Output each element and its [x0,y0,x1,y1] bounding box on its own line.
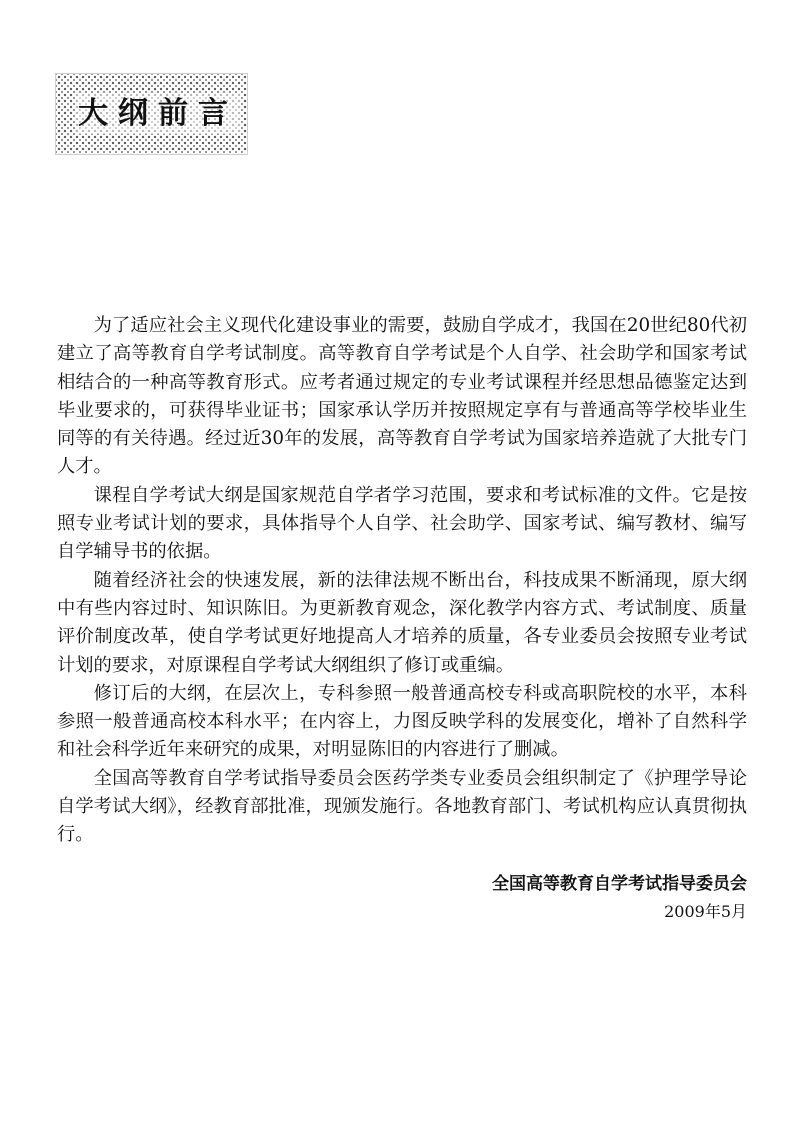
signature-organization: 全国高等教育自学考试指导委员会 [492,874,747,894]
page-title: 大纲前言 [76,94,240,134]
title-banner [55,73,248,155]
signature-block [492,871,747,925]
signature-date: 2009年5月 [664,902,747,921]
paragraph-2: 课程自学考试大纲是国家规范自学者学习范围，要求和考试标准的文件。它是按照专业考试计划的要求，具体指导个人自学、社会助学、国家考试、编写教材、编写自学辅导书的依据。 [57,484,747,563]
paragraph-1: 为了适应社会主义现代化建设事业的需要，鼓励自学成才，我国在20世纪80代初建立了高等教育自学考试制度。高等教育自学考试是个人自学、社会助学和国家考试相结合的一种高等教育形式。应考者通过规定的专业考试课程并经思想品德鉴定达到毕业要求的，可获得毕业证书；国家承认学历并按照规定享有与普通高等学校毕业生同等的有关待遇。经过近30年的发展，高等教育自学考试为国家培养造就了大批专门人才。 [57,315,747,478]
paragraph-5: 全国高等教育自学考试指导委员会医药学类专业委员会组织制定了《护理学导论自学考试大纲》，经教育部批准，现颁发施行。各地教育部门、考试机构应认真贯彻执行。 [57,767,747,846]
paragraph-4: 修订后的大纲，在层次上，专科参照一般普通高校专科或高职院校的水平，本科参照一般普通高校本科水平；在内容上，力图反映学科的发展变化，增补了自然科学和社会科学近年来研究的成果，对明显陈旧的内容进行了删减。 [57,682,747,761]
preface-body [57,312,747,850]
paragraph-3: 随着经济社会的快速发展，新的法律法规不断出台，科技成果不断涌现，原大纲中有些内容过时、知识陈旧。为更新教育观念，深化教学内容方式、考试制度、质量评价制度改革，使自学考试更好地提高人才培养的质量，各专业委员会按照专业考试计划的要求，对原课程自学考试大纲组织了修订或重编。 [57,569,747,676]
